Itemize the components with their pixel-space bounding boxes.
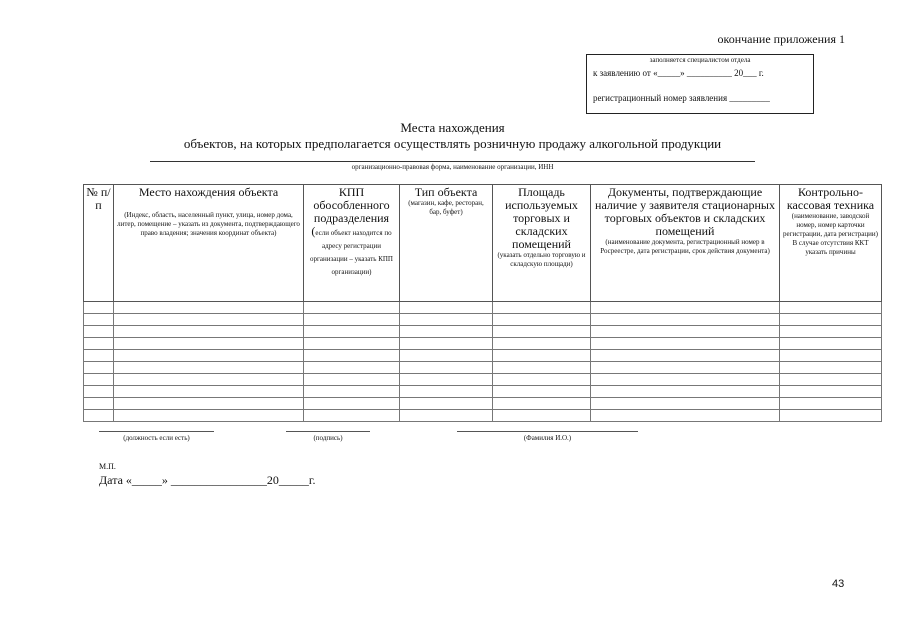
table-cell[interactable] xyxy=(304,338,400,350)
table-cell[interactable] xyxy=(304,410,400,422)
table-cell[interactable] xyxy=(493,410,591,422)
col-area-title: Площадь используемых торговых и складских помещений xyxy=(505,185,578,251)
table-cell[interactable] xyxy=(780,410,882,422)
registration-box-application-date: к заявлению от «_____» __________ 20___ г. xyxy=(593,68,764,78)
table-cell[interactable] xyxy=(400,326,493,338)
col-location-title: Место нахождения объекта xyxy=(138,185,279,199)
table-cell[interactable] xyxy=(114,314,304,326)
col-location-note: (Индекс, область, населенный пункт, улица, номер дома, литер, помещение – указать из документа, подтверждающего право владения; значения координат объекта) xyxy=(117,211,300,237)
table-cell[interactable] xyxy=(84,338,114,350)
document-title-line1: Места нахождения xyxy=(400,120,505,135)
table-header-row xyxy=(84,185,882,302)
col-kpp-note: если объект находится по адресу регистрации организации – указать КПП организации) xyxy=(310,229,393,276)
table-cell[interactable] xyxy=(304,326,400,338)
table-cell[interactable] xyxy=(780,302,882,314)
signature-caption: (подпись) xyxy=(313,434,343,442)
organization-caption: организационно-правовая форма, наименование организации, ИНН xyxy=(351,163,554,171)
table-cell[interactable] xyxy=(591,386,780,398)
table-cell[interactable] xyxy=(493,386,591,398)
objects-table xyxy=(83,184,882,422)
registration-box-caption: заполняется специалистом отдела xyxy=(649,56,751,64)
table-cell[interactable] xyxy=(400,386,493,398)
table-cell[interactable] xyxy=(304,386,400,398)
table-cell[interactable] xyxy=(591,338,780,350)
table-cell[interactable] xyxy=(84,350,114,362)
table-cell[interactable] xyxy=(114,302,304,314)
stamp-label: М.П. xyxy=(99,462,116,471)
registration-box-number: регистрационный номер заявления _________ xyxy=(593,93,770,103)
table-cell[interactable] xyxy=(114,350,304,362)
table-cell[interactable] xyxy=(400,398,493,410)
table-cell[interactable] xyxy=(493,338,591,350)
table-cell[interactable] xyxy=(114,362,304,374)
full-name-caption: (Фамилия И.О.) xyxy=(523,434,572,442)
table-cell[interactable] xyxy=(114,410,304,422)
col-type-title: Тип объекта xyxy=(414,185,478,199)
table-cell[interactable] xyxy=(591,350,780,362)
table-row xyxy=(84,410,882,422)
col-area-note: (указать отдельно торговую и складскую площади) xyxy=(497,251,586,268)
col-kpp-paren: ( xyxy=(311,224,316,238)
position-caption: (должность если есть) xyxy=(123,434,190,442)
table-row xyxy=(84,338,882,350)
table-cell[interactable] xyxy=(493,326,591,338)
col-cash-register-header xyxy=(780,185,882,302)
table-cell[interactable] xyxy=(84,326,114,338)
table-cell[interactable] xyxy=(400,314,493,326)
table-cell[interactable] xyxy=(780,362,882,374)
table-cell[interactable] xyxy=(304,314,400,326)
table-row xyxy=(84,314,882,326)
table-cell[interactable] xyxy=(493,314,591,326)
table-cell[interactable] xyxy=(780,398,882,410)
table-cell[interactable] xyxy=(493,398,591,410)
col-number-title: № п/п xyxy=(86,185,111,212)
table-row xyxy=(84,326,882,338)
table-body xyxy=(84,302,882,422)
date-line: Дата «_____» ________________20_____г. xyxy=(99,473,316,487)
table-cell[interactable] xyxy=(114,338,304,350)
col-cash-register-note2: В случае отсутствия ККТ указать причины xyxy=(792,239,869,256)
table-cell[interactable] xyxy=(400,362,493,374)
col-cash-register-note: (наименование, заводской номер, номер карточки регистрации, дата регистрации) xyxy=(783,212,878,238)
signature-line xyxy=(286,431,370,433)
col-location-header xyxy=(114,185,304,302)
table-cell[interactable] xyxy=(591,410,780,422)
table-cell[interactable] xyxy=(780,314,882,326)
col-number-header xyxy=(84,185,114,302)
table-cell[interactable] xyxy=(304,302,400,314)
table-cell[interactable] xyxy=(114,386,304,398)
table-cell[interactable] xyxy=(400,410,493,422)
table-row xyxy=(84,362,882,374)
table-cell[interactable] xyxy=(84,314,114,326)
table-cell[interactable] xyxy=(84,386,114,398)
table-cell[interactable] xyxy=(780,338,882,350)
col-kpp-header xyxy=(304,185,400,302)
table-cell[interactable] xyxy=(591,302,780,314)
table-cell[interactable] xyxy=(400,338,493,350)
table-cell[interactable] xyxy=(591,374,780,386)
table-row xyxy=(84,386,882,398)
table-cell[interactable] xyxy=(493,362,591,374)
table-row xyxy=(84,350,882,362)
table-row xyxy=(84,374,882,386)
appendix-end-label: окончание приложения 1 xyxy=(717,32,845,46)
table-cell[interactable] xyxy=(591,398,780,410)
col-area-header xyxy=(493,185,591,302)
table-cell[interactable] xyxy=(400,302,493,314)
table-row xyxy=(84,302,882,314)
table-cell[interactable] xyxy=(84,362,114,374)
table-cell[interactable] xyxy=(400,350,493,362)
table-cell[interactable] xyxy=(304,398,400,410)
table-cell[interactable] xyxy=(304,362,400,374)
page-number: 43 xyxy=(832,578,845,590)
col-documents-note: (наименование документа, регистрационный номер в Росреестре, дата регистрации, срок действия документа) xyxy=(600,238,770,255)
table-cell[interactable] xyxy=(114,374,304,386)
registration-box xyxy=(586,54,814,114)
table-cell[interactable] xyxy=(780,326,882,338)
col-documents-title: Документы, подтверждающие наличие у заявителя стационарных торговых объектов и складских помещений xyxy=(595,185,775,238)
col-kpp-title: КПП обособленного подразделения xyxy=(313,185,390,225)
table-cell[interactable] xyxy=(114,398,304,410)
table-cell[interactable] xyxy=(493,374,591,386)
table-cell[interactable] xyxy=(493,302,591,314)
table-cell[interactable] xyxy=(84,302,114,314)
organization-line xyxy=(150,161,755,162)
col-cash-register-title: Контрольно-кассовая техника xyxy=(786,185,875,212)
table-cell[interactable] xyxy=(493,350,591,362)
table-cell[interactable] xyxy=(780,386,882,398)
position-signature-line xyxy=(99,431,214,433)
full-name-line xyxy=(457,431,638,433)
table-cell[interactable] xyxy=(780,350,882,362)
table-row xyxy=(84,398,882,410)
table-cell[interactable] xyxy=(591,326,780,338)
table-cell[interactable] xyxy=(591,362,780,374)
col-type-header xyxy=(400,185,493,302)
document-title-line2: объектов, на которых предполагается осуществлять розничную продажу алкогольной продукции xyxy=(183,136,722,151)
table-cell[interactable] xyxy=(84,374,114,386)
table-cell[interactable] xyxy=(84,410,114,422)
table-cell[interactable] xyxy=(400,374,493,386)
table-cell[interactable] xyxy=(591,314,780,326)
col-type-note: (магазин, кафе, ресторан, бар, буфет) xyxy=(408,199,484,216)
table-cell[interactable] xyxy=(84,398,114,410)
table-cell[interactable] xyxy=(780,374,882,386)
table-cell[interactable] xyxy=(114,326,304,338)
table-cell[interactable] xyxy=(304,350,400,362)
table-cell[interactable] xyxy=(304,374,400,386)
col-documents-header xyxy=(591,185,780,302)
